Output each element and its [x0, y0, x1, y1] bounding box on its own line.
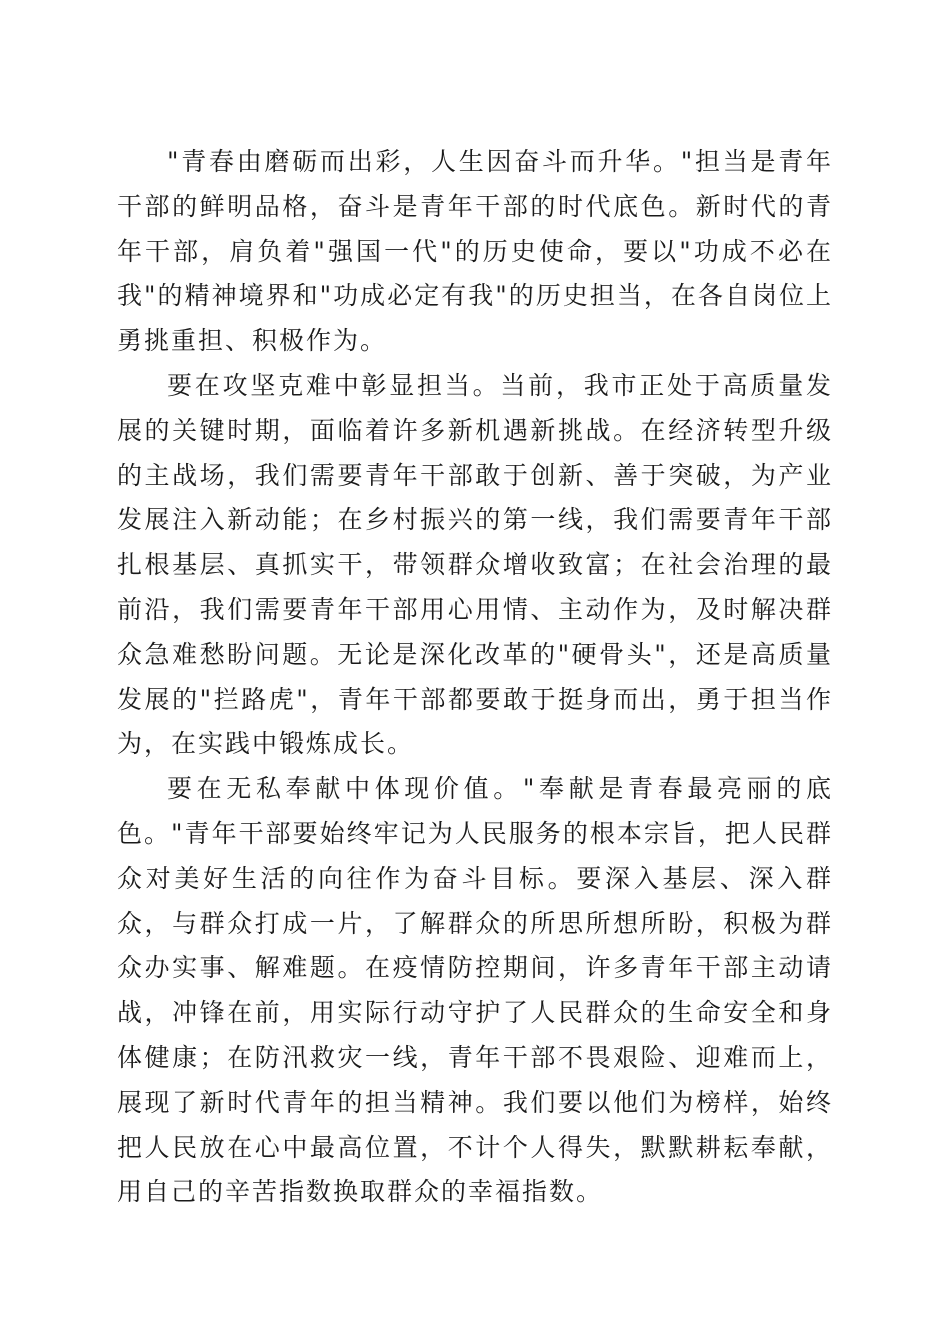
paragraph-overcoming-difficulties: 要在攻坚克难中彰显担当。当前，我市正处于高质量发展的关键时期，面临着许多新机遇新挑战。在经济转型升级的主战场，我们需要青年干部敢于创新、善于突破，为产业发展注入新动能；在乡村振兴的第一线，我们需要青年干部扎根基层、真抓实干，带领群众增收致富；在社会治理的最前沿，我们需要青年干部用心用情、主动作为，及时解决群众急难愁盼问题。无论是深化改革的"硬骨头"，还是高质量发展的"拦路虎"，青年干部都要敢于挺身而出，勇于担当作为，在实践中锻炼成长。: [117, 370, 833, 759]
paragraph-intro: "青春由磨砺而出彩，人生因奋斗而升华。"担当是青年干部的鲜明品格，奋斗是青年干部的时代底色。新时代的青年干部，肩负着"强国一代"的历史使命，要以"功成不必在我"的精神境界和"功成必定有我"的历史担当，在各自岗位上勇挑重担、积极作为。: [117, 147, 833, 356]
document-body: [117, 140, 833, 1215]
paragraph-selfless-dedication: 要在无私奉献中体现价值。"奉献是青春最亮丽的底色。"青年干部要始终牢记为人民服务的根本宗旨，把人民群众对美好生活的向往作为奋斗目标。要深入基层、深入群众，与群众打成一片，了解群众的所思所想所盼，积极为群众办实事、解难题。在疫情防控期间，许多青年干部主动请战，冲锋在前，用实际行动守护了人民群众的生命安全和身体健康；在防汛救灾一线，青年干部不畏艰险、迎难而上，展现了新时代青年的担当精神。我们要以他们为榜样，始终把人民放在心中最高位置，不计个人得失，默默耕耘奉献，用自己的辛苦指数换取群众的幸福指数。: [117, 774, 833, 1207]
